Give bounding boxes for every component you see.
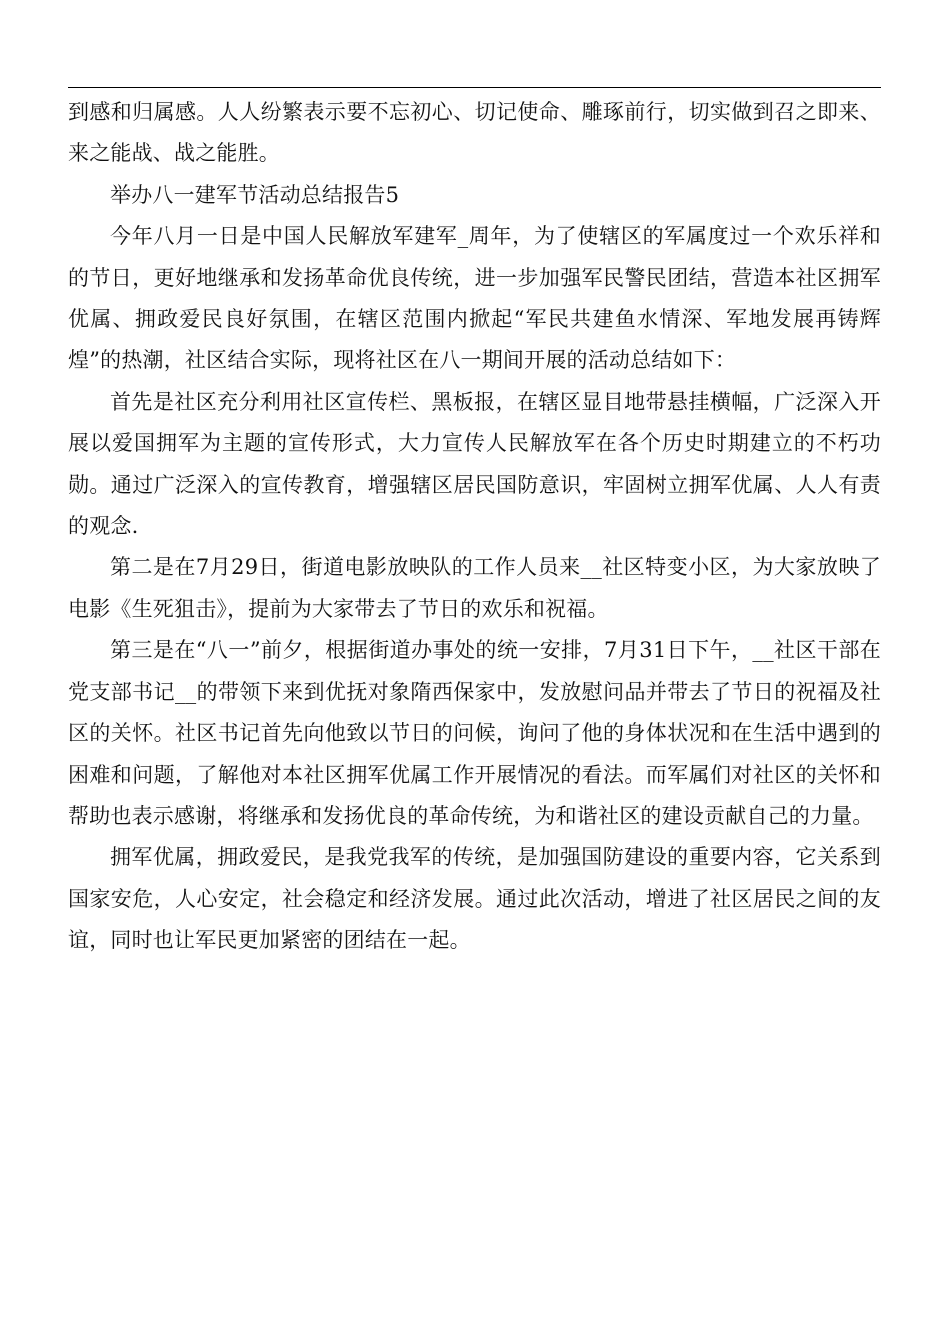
document-body — [68, 92, 881, 962]
paragraph-first: 首先是社区充分利用社区宣传栏、黑板报，在辖区显目地带悬挂横幅，广泛深入开展以爱国拥军为主题的宣传形式，大力宣传人民解放军在各个历史时期建立的不朽功勋。通过广泛深入的宣传教育，增强辖区居民国防意识，牢固树立拥军优属、人人有责的观念. — [68, 389, 881, 539]
paragraph-continuation: 到感和归属感。人人纷繁表示要不忘初心、切记使命、雕琢前行，切实做到召之即来、来之能战、战之能胜。 — [68, 100, 881, 166]
header-rule — [68, 87, 881, 88]
paragraph-third: 第三是在“八一”前夕，根据街道办事处的统一安排，7月31日下午，__社区干部在党支部书记__的带领下来到优抚对象隋西保家中，发放慰问品并带去了节日的祝福及社区的关怀。社区书记首先向他致以节日的问候，询问了他的身体状况和在生活中遇到的困难和问题，了解他对本社区拥军优属工作开展情况的看法。而军属们对社区的关怀和帮助也表示感谢，将继承和发扬优良的革命传统，为和谐社区的建设贡献自己的力量。 — [68, 638, 881, 828]
paragraph-intro: 今年八月一日是中国人民解放军建军_周年，为了使辖区的军属度过一个欢乐祥和的节日，更好地继承和发扬革命优良传统，进一步加强军民警民团结，营造本社区拥军优属、拥政爱民良好氛围，在辖区范围内掀起“军民共建鱼水情深、军地发展再铸辉煌”的热潮，社区结合实际，现将社区在八一期间开展的活动总结如下： — [68, 224, 881, 373]
paragraph-second: 第二是在7月29日，街道电影放映队的工作人员来__社区特变小区，为大家放映了电影《生死狙击》，提前为大家带去了节日的欢乐和祝福。 — [68, 555, 881, 621]
section-heading: 举办八一建军节活动总结报告5 — [110, 182, 400, 207]
paragraph-conclusion: 拥军优属，拥政爱民，是我党我军的传统，是加强国防建设的重要内容，它关系到国家安危，人心安定，社会稳定和经济发展。通过此次活动，增进了社区居民之间的友谊，同时也让军民更加紧密的团结在一起。 — [68, 845, 881, 953]
